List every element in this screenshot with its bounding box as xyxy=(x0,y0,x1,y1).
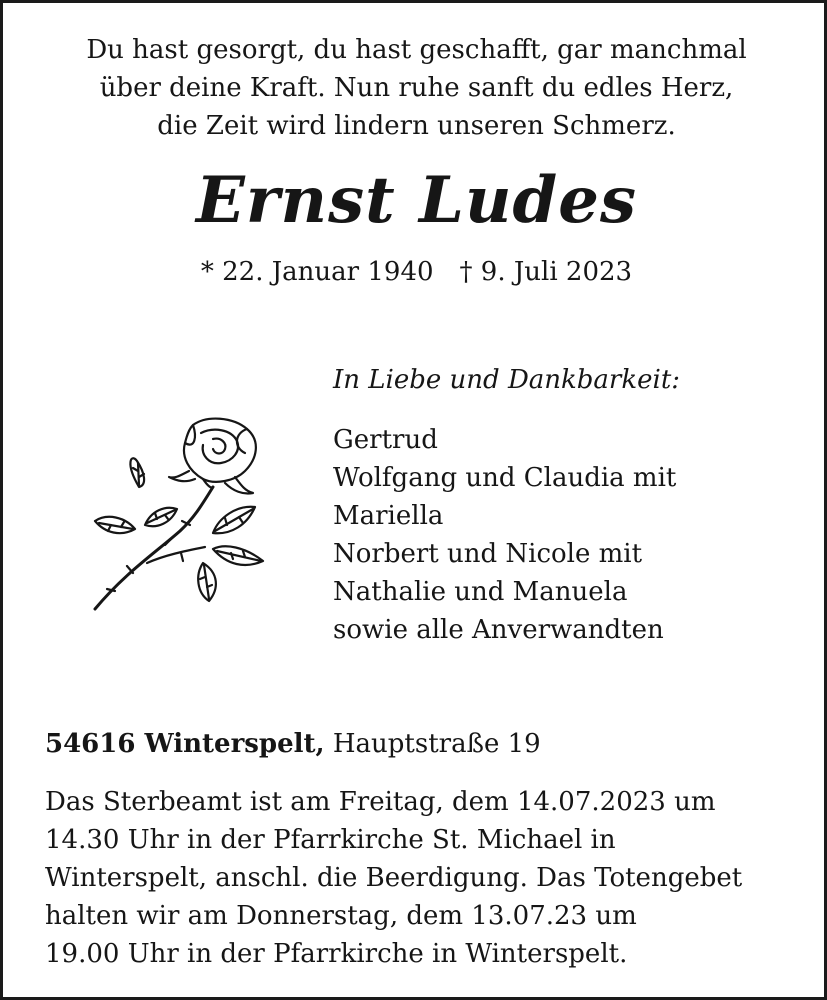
deceased-name: Ernst Ludes xyxy=(196,163,637,238)
mourner-line: Wolfgang und Claudia mit xyxy=(333,463,677,493)
address-place: 54616 Winterspelt, xyxy=(45,729,325,759)
poem-line: die Zeit wird lindern unseren Schmerz. xyxy=(157,111,676,141)
mourners-list xyxy=(333,421,676,649)
birth-date: * 22. Januar 1940 xyxy=(200,257,434,287)
death-date: † 9. Juli 2023 xyxy=(459,257,633,287)
funeral-notice xyxy=(45,783,805,973)
mourner-line: sowie alle Anverwandten xyxy=(333,615,664,645)
poem-line: über deine Kraft. Nun ruhe sanft du edles Herz, xyxy=(99,73,734,103)
mourner-line: Nathalie und Manuela xyxy=(333,577,628,607)
mourner-line: Gertrud xyxy=(333,425,438,455)
notice-line: Das Sterbeamt ist am Freitag, dem 14.07.2023 um xyxy=(45,787,716,817)
poem-line: Du hast gesorgt, du hast geschafft, gar manchmal xyxy=(86,35,747,65)
family-address xyxy=(45,729,541,759)
address-street: Hauptstraße 19 xyxy=(332,729,541,759)
mourner-line: Mariella xyxy=(333,501,444,531)
notice-line: 19.00 Uhr in der Pfarrkirche in Winterspelt. xyxy=(45,939,628,969)
notice-line: Winterspelt, anschl. die Beerdigung. Das Totengebet xyxy=(45,863,743,893)
notice-line: 14.30 Uhr in der Pfarrkirche St. Michael in xyxy=(45,825,616,855)
life-dates xyxy=(3,257,827,287)
notice-line: halten wir am Donnerstag, dem 13.07.23 um xyxy=(45,901,637,931)
rose-icon xyxy=(85,413,275,618)
memorial-poem xyxy=(3,31,827,145)
mourner-line: Norbert und Nicole mit xyxy=(333,539,643,569)
thanks-heading: In Liebe und Dankbarkeit: xyxy=(333,365,681,395)
